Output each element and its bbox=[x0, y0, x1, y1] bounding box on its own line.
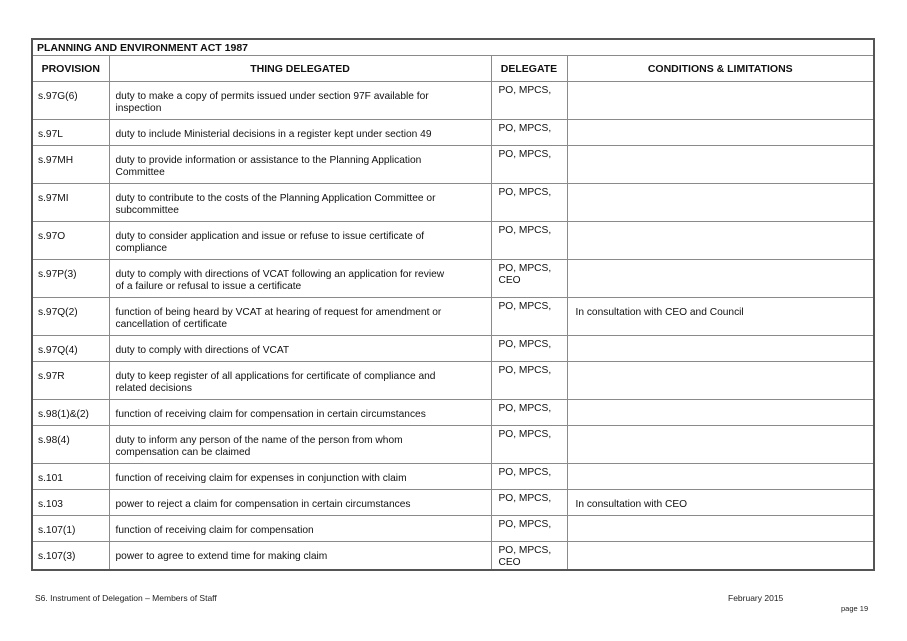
conditions-cell bbox=[567, 426, 874, 464]
delegate-cell: PO, MPCS, bbox=[491, 184, 567, 222]
table-row bbox=[32, 260, 874, 298]
provision-cell: s.107(1) bbox=[32, 516, 109, 542]
delegate-cell: PO, MPCS, bbox=[491, 298, 567, 336]
thing-delegated-cell: duty to comply with directions of VCAT bbox=[109, 336, 491, 362]
conditions-cell bbox=[567, 542, 874, 571]
page-number: page 19 bbox=[841, 604, 869, 613]
provision-cell: s.97O bbox=[32, 222, 109, 260]
table-row bbox=[32, 336, 874, 362]
header-provision: PROVISION bbox=[32, 56, 109, 82]
provision-cell: s.97Q(4) bbox=[32, 336, 109, 362]
thing-delegated-cell: power to reject a claim for compensation in certain circumstances bbox=[109, 490, 491, 516]
provision-cell: s.97MI bbox=[32, 184, 109, 222]
provision-cell: s.97MH bbox=[32, 146, 109, 184]
act-title: PLANNING AND ENVIRONMENT ACT 1987 bbox=[32, 39, 874, 56]
thing-delegated-cell: duty to consider application and issue or refuse to issue certificate of compliance bbox=[109, 222, 491, 260]
conditions-cell bbox=[567, 336, 874, 362]
provision-cell: s.97L bbox=[32, 120, 109, 146]
conditions-cell bbox=[567, 120, 874, 146]
delegate-cell: PO, MPCS, bbox=[491, 222, 567, 260]
conditions-cell bbox=[567, 516, 874, 542]
header-delegate: DELEGATE bbox=[491, 56, 567, 82]
conditions-cell bbox=[567, 184, 874, 222]
provision-cell: s.107(3) bbox=[32, 542, 109, 571]
thing-delegated-cell: power to agree to extend time for making claim bbox=[109, 542, 491, 571]
delegate-cell: PO, MPCS, CEO bbox=[491, 542, 567, 571]
table-row bbox=[32, 400, 874, 426]
table-row bbox=[32, 146, 874, 184]
table-row bbox=[32, 516, 874, 542]
table-row bbox=[32, 298, 874, 336]
table-row bbox=[32, 222, 874, 260]
delegate-cell: PO, MPCS, bbox=[491, 464, 567, 490]
provision-cell: s.97Q(2) bbox=[32, 298, 109, 336]
provision-cell: s.98(4) bbox=[32, 426, 109, 464]
provision-cell: s.97P(3) bbox=[32, 260, 109, 298]
table-row bbox=[32, 426, 874, 464]
header-thing-delegated: THING DELEGATED bbox=[109, 56, 491, 82]
table-row bbox=[32, 362, 874, 400]
delegate-cell: PO, MPCS, CEO bbox=[491, 260, 567, 298]
conditions-cell: In consultation with CEO bbox=[567, 490, 874, 516]
conditions-cell bbox=[567, 146, 874, 184]
provision-cell: s.103 bbox=[32, 490, 109, 516]
delegate-cell: PO, MPCS, bbox=[491, 516, 567, 542]
conditions-cell bbox=[567, 260, 874, 298]
provision-cell: s.98(1)&(2) bbox=[32, 400, 109, 426]
thing-delegated-cell: function of being heard by VCAT at hearing of request for amendment or cancellation of certificate bbox=[109, 298, 491, 336]
conditions-cell bbox=[567, 82, 874, 120]
footer-date: February 2015 bbox=[728, 593, 784, 603]
thing-delegated-cell: duty to provide information or assistance to the Planning Application Committee bbox=[109, 146, 491, 184]
conditions-cell bbox=[567, 464, 874, 490]
thing-delegated-cell: duty to keep register of all applications for certificate of compliance and related decisions bbox=[109, 362, 491, 400]
provision-cell: s.97R bbox=[32, 362, 109, 400]
delegate-cell: PO, MPCS, bbox=[491, 400, 567, 426]
table-row bbox=[32, 184, 874, 222]
act-title-row bbox=[32, 39, 874, 56]
thing-delegated-cell: function of receiving claim for expenses in conjunction with claim bbox=[109, 464, 491, 490]
thing-delegated-cell: duty to include Ministerial decisions in a register kept under section 49 bbox=[109, 120, 491, 146]
thing-delegated-cell: duty to comply with directions of VCAT following an application for review of a failure or refusal to issue a certificate bbox=[109, 260, 491, 298]
thing-delegated-cell: duty to inform any person of the name of the person from whom compensation can be claimed bbox=[109, 426, 491, 464]
table-row bbox=[32, 120, 874, 146]
table-row bbox=[32, 464, 874, 490]
conditions-cell bbox=[567, 400, 874, 426]
provision-cell: s.101 bbox=[32, 464, 109, 490]
conditions-cell: In consultation with CEO and Council bbox=[567, 298, 874, 336]
thing-delegated-cell: function of receiving claim for compensation bbox=[109, 516, 491, 542]
provision-cell: s.97G(6) bbox=[32, 82, 109, 120]
delegate-cell: PO, MPCS, bbox=[491, 146, 567, 184]
table-row bbox=[32, 82, 874, 120]
header-row bbox=[32, 56, 874, 82]
table-row bbox=[32, 490, 874, 516]
delegate-cell: PO, MPCS, bbox=[491, 82, 567, 120]
thing-delegated-cell: duty to contribute to the costs of the Planning Application Committee or subcommittee bbox=[109, 184, 491, 222]
conditions-cell bbox=[567, 222, 874, 260]
table-row bbox=[32, 542, 874, 571]
delegation-table bbox=[31, 38, 875, 571]
delegate-cell: PO, MPCS, bbox=[491, 426, 567, 464]
conditions-cell bbox=[567, 362, 874, 400]
thing-delegated-cell: function of receiving claim for compensation in certain circumstances bbox=[109, 400, 491, 426]
delegate-cell: PO, MPCS, bbox=[491, 362, 567, 400]
delegate-cell: PO, MPCS, bbox=[491, 336, 567, 362]
delegate-cell: PO, MPCS, bbox=[491, 490, 567, 516]
thing-delegated-cell: duty to make a copy of permits issued under section 97F available for inspection bbox=[109, 82, 491, 120]
footer-document-title: S6. Instrument of Delegation – Members of Staff bbox=[35, 593, 217, 603]
delegate-cell: PO, MPCS, bbox=[491, 120, 567, 146]
header-conditions: CONDITIONS & LIMITATIONS bbox=[567, 56, 874, 82]
